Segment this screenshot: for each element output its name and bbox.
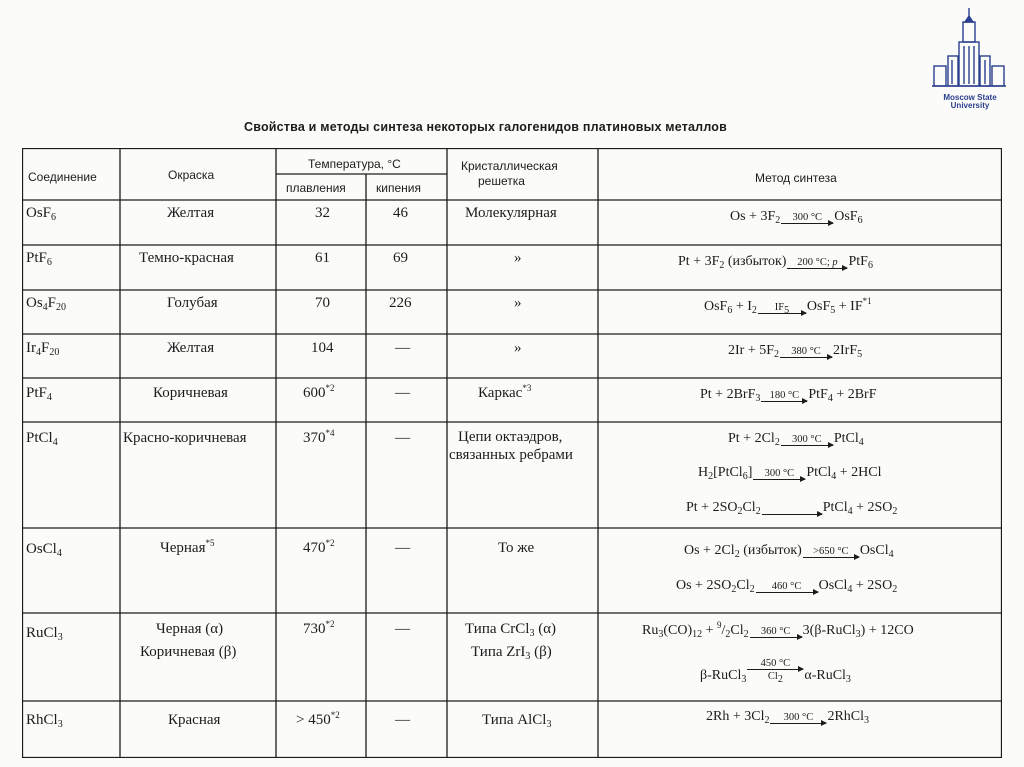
boiling-cell: 69 xyxy=(393,250,408,266)
color-cell: Красная xyxy=(168,712,221,728)
reaction-12: β-RuCl$_3$ $\frac{450 ^\circ C}{Cl_2}$ α-RuCl$_3$ xyxy=(700,658,851,685)
reaction-8: $Pt + 2SO_2Cl_2$ PtCl$_4$ + $2SO_2$ xyxy=(686,500,898,517)
compound-cell: $Os_4F_{20}$ xyxy=(26,295,67,313)
lattice-cell: » xyxy=(514,295,522,311)
color-cell: Черная$^{*5}$ xyxy=(160,538,215,556)
logo-text: Moscow State University xyxy=(943,93,997,110)
reaction-13: $2Rh + 3Cl_2$ 300 °C 2RhCl$_3$ xyxy=(706,709,870,726)
header-method: Метод синтеза xyxy=(755,171,837,185)
boiling-cell: — xyxy=(395,540,410,556)
compound-cell: RuCl$_3$ xyxy=(26,625,63,643)
lattice-cell: То же xyxy=(498,540,535,556)
compound-cell: PtF$_4$ xyxy=(26,385,52,403)
compound-cell: OsF$_6$ xyxy=(26,205,57,223)
header-color: Окраска xyxy=(168,168,215,182)
boiling-cell: — xyxy=(395,430,410,446)
boiling-cell: — xyxy=(395,385,410,401)
lattice-cell-line1: Типа CrCl$_3$ (α) xyxy=(465,621,557,639)
melting-cell: 470$^{*2}$ xyxy=(303,538,335,556)
lattice-cell: » xyxy=(514,250,522,266)
compound-cell: PtCl$_4$ xyxy=(26,430,58,448)
header-lattice-line1: Кристаллическая xyxy=(461,159,558,173)
compound-cell: PtF$_6$ xyxy=(26,250,52,268)
melting-cell: 600$^{*2}$ xyxy=(303,383,335,401)
header-compound: Соединение xyxy=(28,170,97,184)
melting-cell: 70 xyxy=(315,295,330,311)
color-cell-line1: Черная (α) xyxy=(156,621,224,637)
melting-cell: 61 xyxy=(315,250,330,266)
lattice-cell: » xyxy=(514,340,522,356)
melting-cell: 104 xyxy=(311,340,334,356)
color-cell: Желтая xyxy=(167,340,215,356)
reaction-10: $Os + 2SO_2Cl_2$ 460 °C OsCl$_4$ + $2SO_2$ xyxy=(676,578,898,595)
header-lattice-line2: решетка xyxy=(478,174,525,188)
header-temperature: Температура, °С xyxy=(308,157,401,171)
boiling-cell: — xyxy=(395,340,410,356)
color-cell: Красно-коричневая xyxy=(123,430,247,446)
color-cell: Коричневая xyxy=(153,385,228,401)
reaction-3: $OsF_6 + I_2$ $IF_5$ $OsF_5 + IF^{*1}$ xyxy=(704,296,872,316)
boiling-cell: — xyxy=(395,621,410,637)
page-title: Свойства и методы синтеза некоторых галогенидов платиновых металлов xyxy=(244,120,728,134)
boiling-cell: — xyxy=(395,712,410,728)
reaction-1: $Os + 3F_2$ 300 °C OsF$_6$ xyxy=(730,209,863,226)
reaction-2: $Pt + 3F_2$ (избыток) 200 °C; p PtF$_6$ xyxy=(678,254,873,271)
reaction-6: $Pt + 2Cl_2$ 300 °C PtCl$_4$ xyxy=(728,431,864,448)
color-cell: Темно-красная xyxy=(139,250,234,266)
reaction-4: $2Ir + 5F_2$ 380 °C 2IrF$_5$ xyxy=(728,343,863,360)
lattice-cell-line2: связанных ребрами xyxy=(449,447,573,463)
boiling-cell: 226 xyxy=(389,295,412,311)
melting-cell: > $450^{*2}$ xyxy=(296,710,340,728)
compound-cell: $Ir_4F_{20}$ xyxy=(26,340,60,358)
lattice-cell-line1: Цепи октаэдров, xyxy=(458,429,563,445)
lattice-cell: Типа AlCl$_3$ xyxy=(482,712,552,730)
compound-cell: OsCl$_4$ xyxy=(26,541,62,559)
melting-cell: 32 xyxy=(315,205,330,221)
lattice-cell-line2: Типа ZrI$_3$ (β) xyxy=(471,644,552,662)
reaction-11: $Ru_3(CO)_{12} + ^9/_2Cl_2$ 360 °C 3(β-RuCl$_3$) + 12CO xyxy=(642,620,914,640)
melting-cell: 370$^{*4}$ xyxy=(303,428,335,446)
melting-cell: 730$^{*2}$ xyxy=(303,619,335,637)
boiling-cell: 46 xyxy=(393,205,408,221)
color-cell-line2: Коричневая (β) xyxy=(140,644,237,660)
header-boiling: кипения xyxy=(376,181,421,195)
compound-cell: RhCl$_3$ xyxy=(26,712,63,730)
lattice-cell: Молекулярная xyxy=(465,205,557,221)
reaction-9: $Os + 2Cl_2$ (избыток) >650 °C OsCl$_4$ xyxy=(684,543,894,560)
color-cell: Голубая xyxy=(167,295,218,311)
reaction-7: $H_2[PtCl_6]$ 300 °C PtCl$_4$ + 2HCl xyxy=(698,465,882,482)
reaction-5: Pt + 2BrF$_3$ 180 °C PtF$_4$ + 2BrF xyxy=(700,387,877,404)
color-cell: Желтая xyxy=(167,205,215,221)
lattice-cell: Каркас$^{*3}$ xyxy=(478,383,532,401)
header-melting: плавления xyxy=(286,181,346,195)
